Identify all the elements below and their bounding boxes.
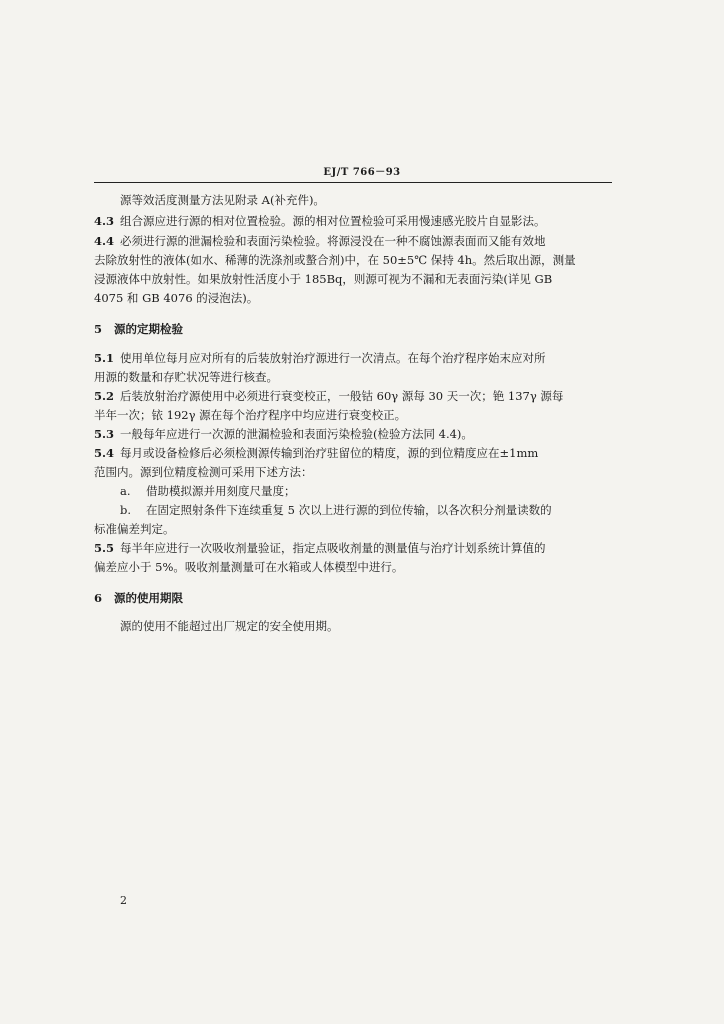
clause-5-4-line-2: 范围内。源到位精度检测可采用下述方法： xyxy=(94,465,313,479)
clause-text: 每半年应进行一次吸收剂量验证，指定点吸收剂量的测量值与治疗计划系统计算值的 xyxy=(120,541,546,555)
clause-5-5-line-2: 偏差应小于 5%。吸收剂量测量可在水箱或人体模型中进行。 xyxy=(94,560,404,574)
section-title: 源的定期检验 xyxy=(114,322,183,336)
clause-4-4-line-2: 去除放射性的液体(如水、稀薄的洗涤剂或螯合剂)中，在 50±5℃ 保持 4h。然后取出源，测量 xyxy=(94,253,576,267)
clause-number: 5.2 xyxy=(94,389,115,403)
clause-5-2-line-2: 半年一次；铱 192γ 源在每个治疗程序中均应进行衰变校正。 xyxy=(94,408,407,422)
section-6-text: 源的使用不能超过出厂规定的安全使用期。 xyxy=(120,619,339,633)
list-item-text: 在固定照射条件下连续重复 5 次以上进行源的到位传输，以各次积分剂量读数的 xyxy=(146,503,552,517)
clause-5-4-line-1 xyxy=(94,445,538,461)
list-item-text: 借助模拟源并用刻度尺量度； xyxy=(146,484,296,498)
clause-4-4-line-1 xyxy=(94,233,546,249)
clause-number: 5.1 xyxy=(94,351,115,365)
list-item-b-line-1 xyxy=(120,502,552,518)
list-item-label: b. xyxy=(120,503,132,517)
list-item-b-line-2: 标准偏差判定。 xyxy=(94,522,175,536)
page-number: 2 xyxy=(120,894,127,907)
clause-text: 组合源应进行源的相对位置检验。源的相对位置检验可采用慢速感光胶片自显影法。 xyxy=(120,214,546,228)
clause-text: 使用单位每月应对所有的后装放射治疗源进行一次清点。在每个治疗程序始末应对所 xyxy=(120,351,546,365)
clause-5-3 xyxy=(94,426,473,442)
section-number: 5 xyxy=(94,322,103,336)
section-title: 源的使用期限 xyxy=(114,591,183,605)
clause-number: 5.3 xyxy=(94,427,115,441)
standard-code-header: EJ/T 766－93 xyxy=(323,167,401,178)
clause-text: 每月或设备检修后必须检测源传输到治疗驻留位的精度，源的到位精度应在±1mm xyxy=(120,446,539,460)
clause-text: 必须进行源的泄漏检验和表面污染检验。将源浸没在一种不腐蚀源表面而又能有效地 xyxy=(120,234,546,248)
clause-4-4-line-4: 4075 和 GB 4076 的浸泡法)。 xyxy=(94,291,259,305)
clause-number: 5.5 xyxy=(94,541,115,555)
clause-text: 后装放射治疗源使用中必须进行衰变校正，一般钴 60γ 源每 30 天一次；铯 137γ 源每 xyxy=(120,389,564,403)
clause-number: 4.4 xyxy=(94,234,115,248)
clause-4-4-line-3: 浸源液体中放射性。如果放射性活度小于 185Bq，则源可视为不漏和无表面污染(详见 GB xyxy=(94,272,553,286)
clause-text: 一般每年应进行一次源的泄漏检验和表面污染检验(检验方法同 4.4)。 xyxy=(120,427,473,441)
clause-5-2-line-1 xyxy=(94,388,563,404)
clause-5-1-line-1 xyxy=(94,350,546,366)
section-5-heading xyxy=(94,321,183,337)
section-number: 6 xyxy=(94,591,103,605)
clause-5-5-line-1 xyxy=(94,540,546,556)
clause-number: 5.4 xyxy=(94,446,115,460)
intro-paragraph: 源等效活度测量方法见附录 A(补充件)。 xyxy=(120,193,325,207)
header-rule xyxy=(94,182,612,183)
clause-number: 4.3 xyxy=(94,214,115,228)
clause-5-1-line-2: 用源的数量和存贮状况等进行核查。 xyxy=(94,370,278,384)
section-6-heading xyxy=(94,590,183,606)
clause-4-3 xyxy=(94,213,546,229)
list-item-label: a. xyxy=(120,484,131,498)
list-item-a xyxy=(120,483,296,499)
